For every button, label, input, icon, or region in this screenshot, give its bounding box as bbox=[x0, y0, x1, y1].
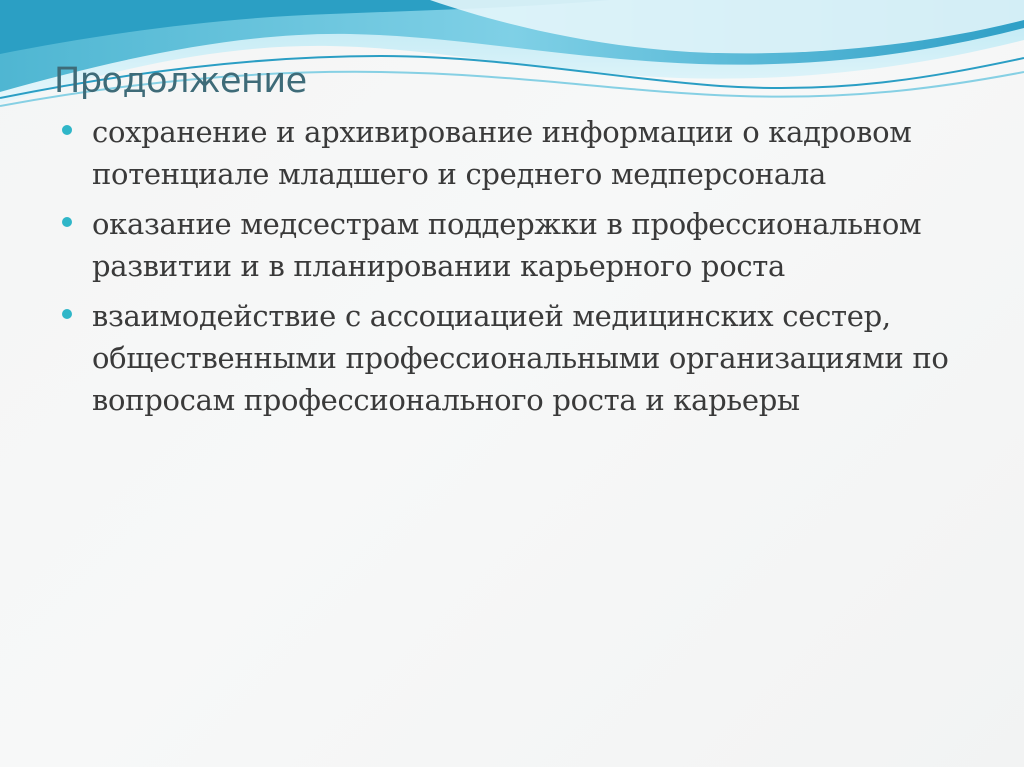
bullet-text: сохранение и архивирование информации о кадровом потенциале младшего и среднего медперсонала bbox=[92, 115, 912, 191]
bullet-dot-icon bbox=[62, 309, 72, 319]
bullet-item bbox=[62, 295, 962, 421]
bullet-dot-icon bbox=[62, 217, 72, 227]
bullet-text: взаимодействие с ассоциацией медицинских сестер, общественными профессиональными организациями по вопросам профессионального роста и карьеры bbox=[92, 299, 949, 417]
bullet-item bbox=[62, 111, 962, 195]
bullet-list bbox=[62, 111, 962, 429]
bullet-text: оказание медсестрам поддержки в профессиональном развитии и в планировании карьерного роста bbox=[92, 207, 922, 283]
bullet-dot-icon bbox=[62, 125, 72, 135]
slide-title: Продолжение bbox=[54, 61, 307, 101]
bullet-item bbox=[62, 203, 962, 287]
